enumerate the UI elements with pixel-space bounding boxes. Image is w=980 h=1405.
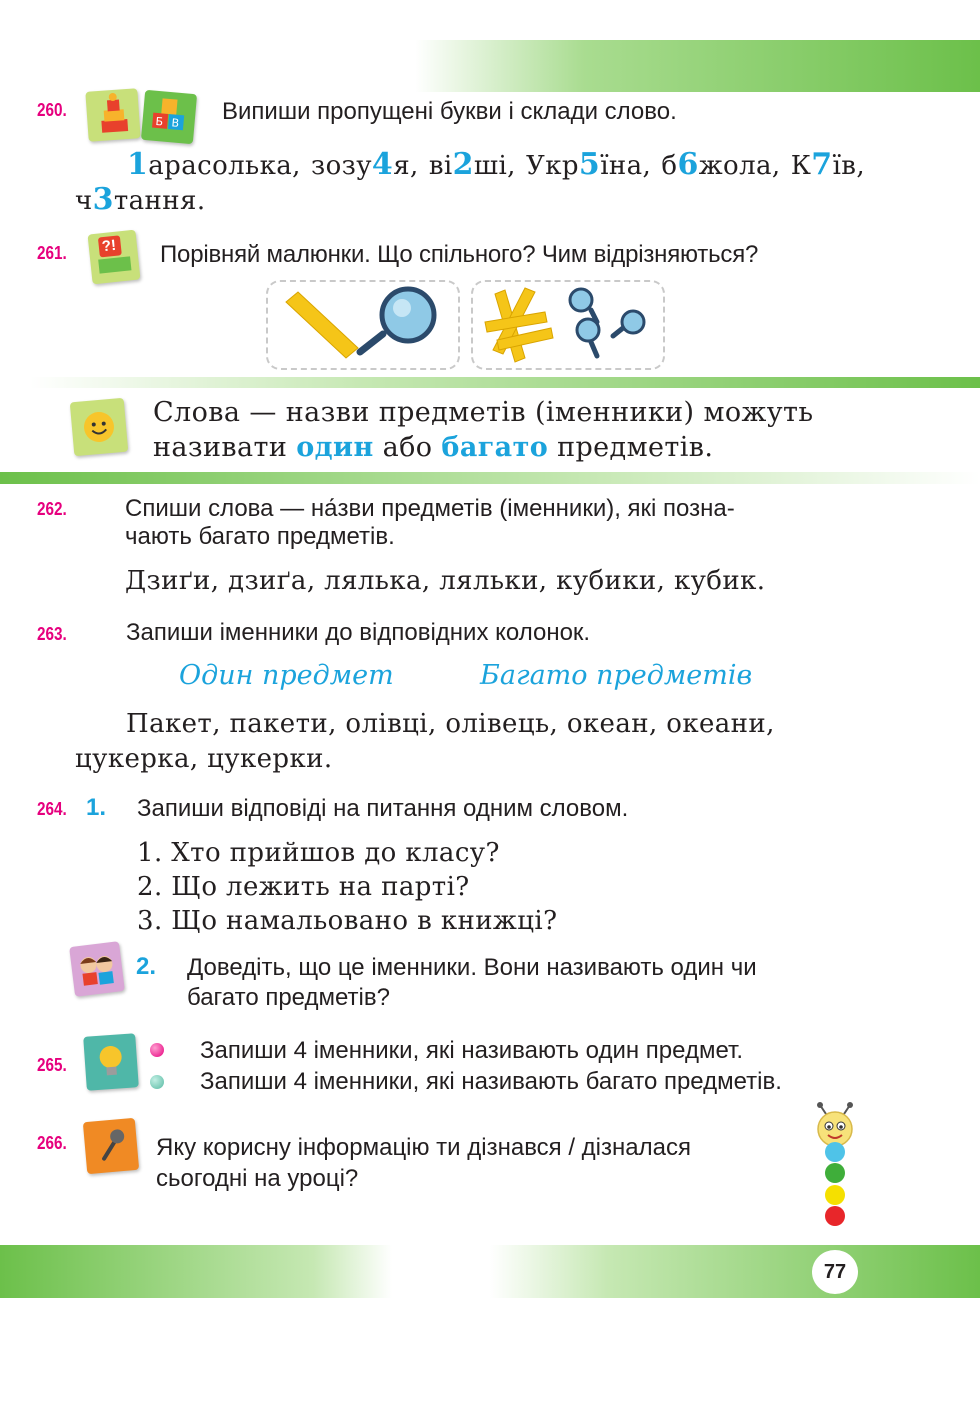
rule-fragment: предметів. bbox=[548, 432, 714, 463]
microphone-icon bbox=[83, 1118, 139, 1174]
word-fragment: їв, ч bbox=[75, 151, 865, 216]
letter-blocks-icon bbox=[141, 90, 197, 144]
question-line1: Яку корисну інформацію ти дізнався / дізналася bbox=[156, 1134, 691, 1161]
missing-letter-number: 5 bbox=[578, 147, 601, 182]
lightbulb-icon bbox=[83, 1033, 139, 1090]
exercise-number: 260. bbox=[37, 100, 67, 120]
exercise-number: 266. bbox=[37, 1133, 67, 1153]
part2-text-line2: багато предметів? bbox=[187, 984, 390, 1011]
rule-fragment: або bbox=[373, 432, 442, 463]
instruction-text: Запиши іменники до відповідних колонок. bbox=[126, 619, 591, 646]
magnifier-icon bbox=[360, 289, 434, 352]
children-pair-icon bbox=[69, 941, 125, 997]
task-text-2: Запиши 4 іменники, які називають багато предметів. bbox=[200, 1068, 782, 1095]
picture-panel-right bbox=[471, 280, 665, 370]
instruction-text: Порівняй малюнки. Що спільного? Чим відрізняються? bbox=[160, 241, 759, 268]
page-number-badge bbox=[812, 1250, 858, 1294]
pink-bullet-icon bbox=[150, 1043, 164, 1057]
word-fragment: тання. bbox=[113, 186, 206, 216]
word-fragment: жола, bbox=[698, 151, 791, 181]
missing-letter-number: 2 bbox=[452, 147, 474, 182]
svg-text:В: В bbox=[170, 116, 180, 130]
exercise-263-words-line2: цукерка, цукерки. bbox=[75, 744, 333, 774]
page-number: 77 bbox=[823, 1261, 847, 1283]
ruler-icon bbox=[286, 292, 358, 358]
caterpillar-icon bbox=[806, 1102, 866, 1232]
word-fragment: їна, б bbox=[600, 151, 678, 181]
missing-letter-number: 4 bbox=[371, 147, 394, 182]
rule-fragment: називати bbox=[153, 432, 297, 463]
missing-letter-number: 6 bbox=[677, 147, 699, 182]
word-fragment: ші, Укр bbox=[473, 151, 579, 181]
sticker-label: ?! bbox=[100, 236, 117, 256]
instruction-text-line1: Спиши слова — на́зви предметів (іменники), які позна- bbox=[125, 495, 735, 522]
rule-fragment: Слова — назви предметів (іменники) можуть bbox=[153, 397, 814, 428]
missing-letter-number: 1 bbox=[127, 147, 149, 182]
exercise-number: 263. bbox=[37, 624, 67, 644]
missing-letter-number: 3 bbox=[92, 182, 114, 217]
column-header-many: Багато предметів bbox=[480, 660, 753, 691]
top-decor-bar bbox=[415, 40, 980, 92]
exercise-263-words-line1: Пакет, пакети, олівці, олівець, океан, океани, bbox=[126, 709, 775, 739]
word-fragment: К bbox=[790, 151, 812, 181]
pyramid-toy-icon bbox=[85, 88, 140, 142]
exercise-262-words: Дзиґи, дзиґа, лялька, ляльки, кубики, кубик. bbox=[125, 566, 766, 596]
question-3: 3. Що намальовано в книжці? bbox=[137, 906, 558, 936]
rule-top-bar bbox=[30, 377, 980, 388]
instruction-text: Випиши пропущені букви і склади слово. bbox=[222, 98, 677, 125]
rule-keyword: один bbox=[296, 432, 374, 463]
part-marker: 1. bbox=[86, 794, 107, 821]
exercise-260-words bbox=[75, 148, 865, 218]
question-exclamation-book-icon bbox=[88, 230, 141, 285]
question-1: 1. Хто прийшов до класу? bbox=[137, 838, 500, 868]
smiley-icon bbox=[70, 398, 129, 457]
rule-text bbox=[153, 395, 863, 465]
svg-text:Б: Б bbox=[155, 114, 164, 129]
exercise-number: 261. bbox=[37, 243, 67, 263]
exercise-number: 262. bbox=[37, 499, 67, 519]
exercise-number: 265. bbox=[37, 1055, 67, 1075]
word-fragment: арасолька, зозу bbox=[148, 151, 372, 181]
rulers-icon bbox=[485, 288, 553, 362]
rule-bottom-bar bbox=[0, 472, 980, 484]
question-line2: сьогодні на уроці? bbox=[156, 1165, 359, 1192]
task-text-1: Запиши 4 іменники, які називають один предмет. bbox=[200, 1037, 743, 1064]
instruction-text-line2: чають багато предметів. bbox=[125, 523, 395, 550]
picture-panel-left bbox=[266, 280, 460, 370]
teal-bullet-icon bbox=[150, 1075, 164, 1089]
exercise-number: 264. bbox=[37, 799, 67, 819]
word-fragment: я, ві bbox=[393, 151, 453, 181]
part-marker: 2. bbox=[136, 953, 157, 980]
instruction-text: Запиши відповіді на питання одним словом. bbox=[137, 795, 629, 822]
question-2: 2. Що лежить на парті? bbox=[137, 872, 470, 902]
magnifiers-icon bbox=[570, 289, 644, 356]
rule-keyword: багато bbox=[441, 432, 549, 463]
column-header-one: Один предмет bbox=[179, 660, 394, 691]
missing-letter-number: 7 bbox=[811, 147, 833, 182]
part2-text-line1: Доведіть, що це іменники. Вони називають один чи bbox=[187, 954, 757, 981]
